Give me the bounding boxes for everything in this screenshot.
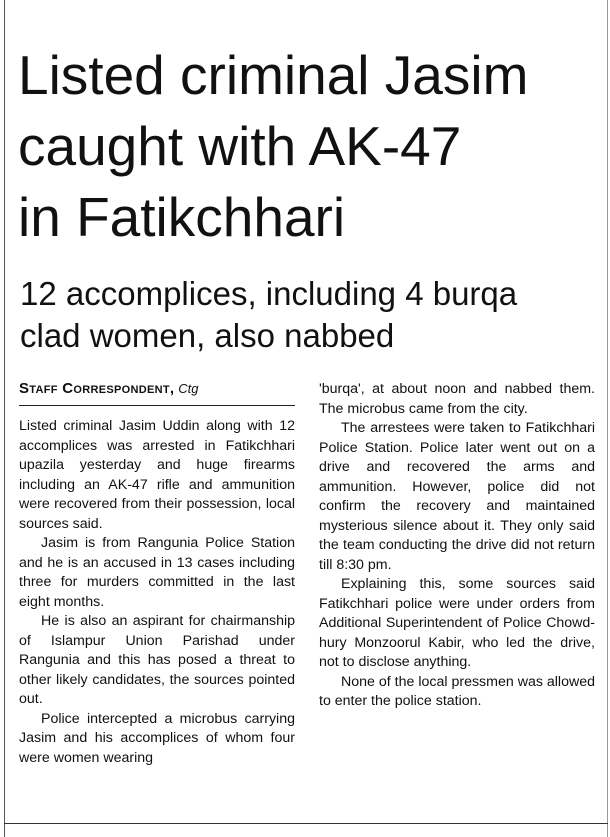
article-paragraph: None of the local pressmen was allowed to enter the police station. — [319, 673, 595, 709]
article-paragraph: Jasim is from Rangunia Police Station and he is an accused in 13 cases including three for murders committed in the last eight months. — [19, 535, 295, 610]
headline-line: caught with AK-47 — [18, 115, 462, 177]
subheadline — [20, 273, 610, 357]
clipping-left-edge — [4, 0, 5, 837]
subheadline-line: 12 accomplices, including 4 burqa — [20, 275, 518, 312]
headline — [18, 40, 608, 253]
byline-place: Ctg — [178, 381, 199, 396]
article-paragraph: Police intercepted a microbus carrying Jasim and his accomplices of whom four were women wearing — [19, 710, 295, 766]
article-paragraph: He is also an aspirant for chairmanship of Islampur Union Parishad under Rangunia and this has posed a threat to other likely candidates, the sources pointed out. — [19, 613, 295, 707]
headline-line: Listed criminal Jasim — [18, 44, 529, 106]
byline-divider — [19, 405, 295, 406]
bottom-divider — [4, 823, 608, 824]
article-paragraph: Listed criminal Jasim Uddin along with 12 accomplices was arrested in Fatikchhari upazila yesterday and huge firearms including an AK-47 rifle and ammunition were recovered from their possession, local sources said. — [19, 418, 295, 532]
article-paragraph: Explaining this, some sources said Fatikchhari police were under orders from Additional Superintendent of Police Chowd-hury Monzoorul Kabir, who led the drive, not to disclose anything. — [319, 576, 595, 670]
byline — [19, 379, 295, 398]
article-column-right — [319, 380, 595, 712]
subheadline-line: clad women, also nabbed — [20, 317, 395, 354]
headline-line: in Fatikchhari — [18, 186, 346, 248]
byline-author: Staff Correspondent, — [19, 380, 175, 397]
article-paragraph: The arrestees were taken to Fatikchhari Police Station. Police later went out on a drive and recovered the arms and ammunition. However, police did not confirm the recovery and maintained mysterious silence about it. They only said the team conducting the drive did not return till 8:30 pm. — [319, 420, 595, 573]
article-paragraph: 'burqa', at about noon and nabbed them. The microbus came from the city. — [319, 381, 595, 417]
article-column-left — [19, 417, 295, 768]
